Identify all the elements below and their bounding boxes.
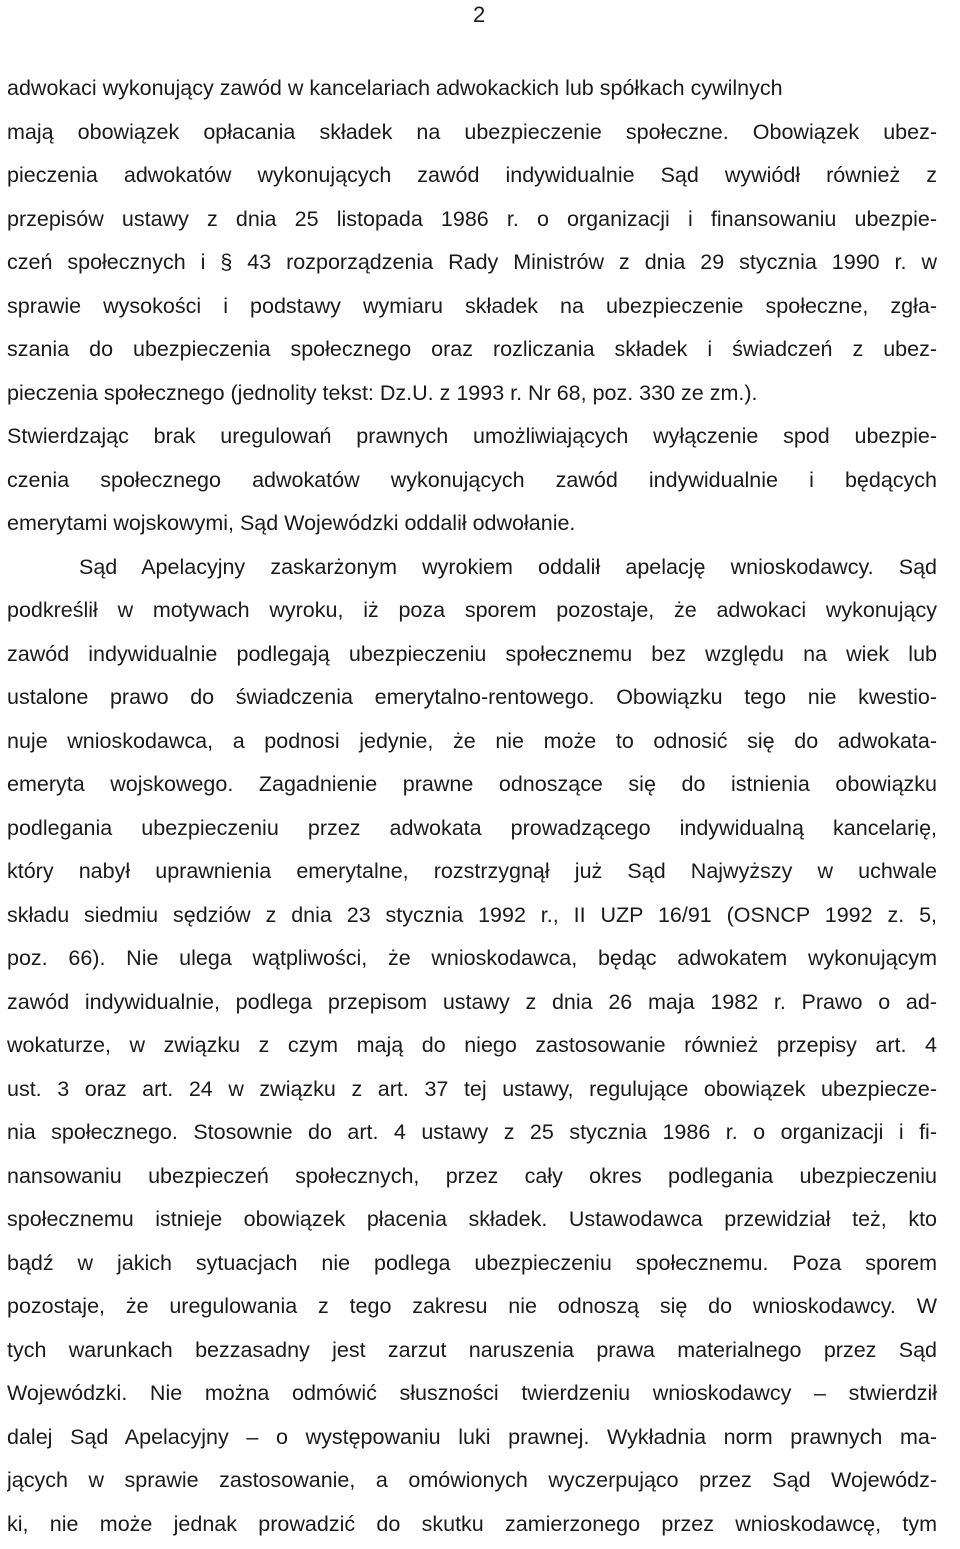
text-line: mają obowiązek opłacania składek na ubezpieczenie społeczne. Obowiązek ubez- (7, 114, 937, 158)
text-line: pozostaje, że uregulowania z tego zakresu nie odnoszą się do wnioskodawcy. W (7, 1288, 937, 1332)
text-line: wokaturze, w związku z czym mają do niego zastosowanie również przepisy art. 4 (7, 1027, 937, 1071)
text-line: tych warunkach bezzasadny jest zarzut naruszenia prawa materialnego przez Sąd (7, 1332, 937, 1376)
text-line: szania do ubezpieczenia społecznego oraz rozliczania składek i świadczeń z ubez- (7, 331, 937, 375)
text-line: pieczenia społecznego (jednolity tekst: Dz.U. z 1993 r. Nr 68, poz. 330 ze zm.). (7, 375, 937, 419)
text-line: zawód indywidualnie podlegają ubezpieczeniu społecznemu bez względu na wiek lub (7, 636, 937, 680)
text-line: ustalone prawo do świadczenia emerytalno-rentowego. Obowiązku tego nie kwestio- (7, 679, 937, 723)
text-line: sprawie wysokości i podstawy wymiaru składek na ubezpieczenie społeczne, zgła- (7, 288, 937, 332)
text-line: dalej Sąd Apelacyjny – o występowaniu luki prawnej. Wykładnia norm prawnych ma- (7, 1419, 937, 1463)
document-body (7, 70, 937, 1549)
text-line: emerytami wojskowymi, Sąd Wojewódzki oddalił odwołanie. (7, 505, 937, 549)
text-line: nuje wnioskodawca, a podnosi jedynie, że nie może to odnosić się do adwokata- (7, 723, 937, 767)
text-line: nansowaniu ubezpieczeń społecznych, przez cały okres podlegania ubezpieczeniu (7, 1158, 937, 1202)
text-line: który nabył uprawnienia emerytalne, rozstrzygnął już Sąd Najwyższy w uchwale (7, 853, 937, 897)
text-line: podkreślił w motywach wyroku, iż poza sporem pozostaje, że adwokaci wykonujący (7, 592, 937, 636)
text-line: czenia społecznego adwokatów wykonujących zawód indywidualnie i będących (7, 462, 937, 506)
text-line: poz. 66). Nie ulega wątpliwości, że wnioskodawca, będąc adwokatem wykonującym (7, 940, 937, 984)
page-number: 2 (473, 2, 485, 28)
text-line: jących w sprawie zastosowanie, a omówionych wyczerpująco przez Sąd Wojewódz- (7, 1462, 937, 1506)
text-line: Wojewódzki. Nie można odmówić słuszności twierdzeniu wnioskodawcy – stwierdził (7, 1375, 937, 1419)
text-line: Stwierdzając brak uregulowań prawnych umożliwiających wyłączenie spod ubezpie- (7, 418, 937, 462)
text-line: składu siedmiu sędziów z dnia 23 stycznia 1992 r., II UZP 16/91 (OSNCP 1992 z. 5, (7, 897, 937, 941)
text-line: przepisów ustawy z dnia 25 listopada 1986 r. o organizacji i finansowaniu ubezpie- (7, 201, 937, 245)
text-line: zawód indywidualnie, podlega przepisom ustawy z dnia 26 maja 1982 r. Prawo o ad- (7, 984, 937, 1028)
text-line: ust. 3 oraz art. 24 w związku z art. 37 tej ustawy, regulujące obowiązek ubezpiecze- (7, 1071, 937, 1115)
text-line: bądź w jakich sytuacjach nie podlega ubezpieczeniu społecznemu. Poza sporem (7, 1245, 937, 1289)
text-line: czeń społecznych i § 43 rozporządzenia Rady Ministrów z dnia 29 stycznia 1990 r. w (7, 244, 937, 288)
text-line: pieczenia adwokatów wykonujących zawód indywidualnie Sąd wywiódł również z (7, 157, 937, 201)
text-line: nia społecznego. Stosownie do art. 4 ustawy z 25 stycznia 1986 r. o organizacji i fi- (7, 1114, 937, 1158)
text-line: podlegania ubezpieczeniu przez adwokata prowadzącego indywidualną kancelarię, (7, 810, 937, 854)
text-line: społecznemu istnieje obowiązek płacenia składek. Ustawodawca przewidział też, kto (7, 1201, 937, 1245)
text-line: adwokaci wykonujący zawód w kancelariach adwokackich lub spółkach cywilnych (7, 70, 937, 114)
text-line: ki, nie może jednak prowadzić do skutku zamierzonego przez wnioskodawcę, tym (7, 1506, 937, 1549)
text-line: Sąd Apelacyjny zaskarżonym wyrokiem oddalił apelację wnioskodawcy. Sąd (7, 549, 937, 593)
text-line: emeryta wojskowego. Zagadnienie prawne odnoszące się do istnienia obowiązku (7, 766, 937, 810)
